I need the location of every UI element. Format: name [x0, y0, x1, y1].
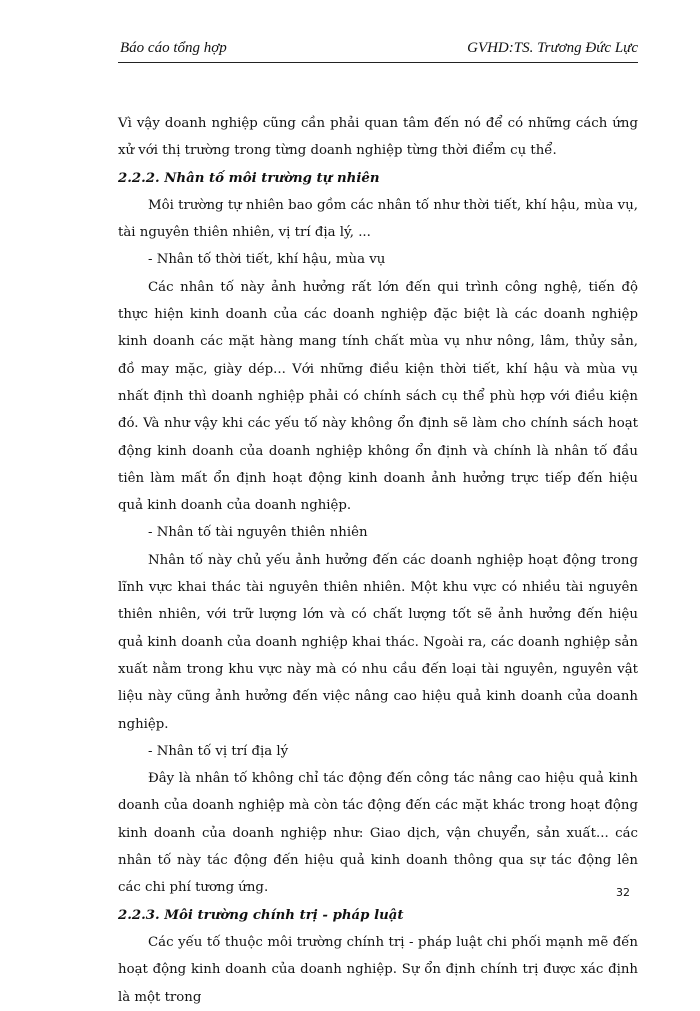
header-report-title: Báo cáo tổng hợp — [120, 40, 227, 56]
paragraph-location: Đây là nhân tố không chỉ tác động đến công tác nâng cao hiệu quả kinh doanh của doanh nghiệp mà còn tác động đến các mặt khác trong hoạt động kinh doanh của doanh nghiệp như: Giao dịch, vận chuyển, sản xuất... các nhân tố này tác động đến hiệu quả kinh doanh thông qua sự tác động lên các chi phí tương ứng. — [118, 771, 638, 896]
header-supervisor: GVHD:TS. Trương Đức Lực — [467, 40, 638, 56]
bullet-weather: - Nhân tố thời tiết, khí hậu, mùa vụ — [148, 252, 386, 268]
paragraph-weather: Các nhân tố này ảnh hưởng rất lớn đến qui trình công nghệ, tiến độ thực hiện kinh doanh của các doanh nghiệp đặc biệt là các doanh nghiệp kinh doanh các mặt hàng mang tính chất mùa vụ như nông, lâm, thủy sản, đồ may mặc, giày dép... Với những điều kiện thời tiết, khí hậu và mùa vụ nhất định thì doanh nghiệp phải có chính sách cụ thể phù hợp với điều kiện đó. Và như vậy khi các yếu tố này không ổn định sẽ làm cho chính sách hoạt động kinh doanh của doanh nghiệp không ổn định và chính là nhân tố đầu tiên làm mất ổn định hoạt động kinh doanh ảnh hưởng trực tiếp đến hiệu quả kinh doanh của doanh nghiệp. — [118, 279, 638, 514]
paragraph-natural-environment: Môi trường tự nhiên bao gồm các nhân tố như thời tiết, khí hậu, mùa vụ, tài nguyên thiên nhiên, vị trí địa lý, ... — [118, 197, 638, 241]
page-header — [118, 38, 638, 63]
paragraph-resources: Nhân tố này chủ yếu ảnh hưởng đến các doanh nghiệp hoạt động trong lĩnh vực khai thác tài nguyên thiên nhiên. Một khu vực có nhiều tài nguyên thiên nhiên, với trữ lượng lớn và có chất lượng tốt sẽ ảnh hưởng đến hiệu quả kinh doanh của doanh nghiệp khai thác. Ngoài ra, các doanh nghiệp sản xuất nằm trong khu vực này mà có nhu cầu đến loại tài nguyên, nguyên vật liệu này cũng ảnh hưởng đến việc nâng cao hiệu quả kinh doanh của doanh nghiệp. — [118, 552, 638, 732]
section-heading-2-2-3: 2.2.3. Môi trường chính trị - pháp luật — [118, 907, 404, 923]
section-heading-2-2-2: 2.2.2. Nhân tố môi trường tự nhiên — [118, 170, 380, 186]
page-number: 32 — [616, 886, 630, 899]
bullet-location: - Nhân tố vị trí địa lý — [148, 743, 289, 759]
paragraph-political-legal: Các yếu tố thuộc môi trường chính trị - pháp luật chi phối mạnh mẽ đến hoạt động kinh doanh của doanh nghiệp. Sự ổn định chính trị được xác định là một trong — [118, 934, 638, 1005]
bullet-resources: - Nhân tố tài nguyên thiên nhiên — [148, 525, 368, 541]
page-body — [118, 110, 638, 1011]
paragraph-intro: Vì vậy doanh nghiệp cũng cần phải quan tâm đến nó để có những cách ứng xử với thị trường trong từng doanh nghiệp từng thời điểm cụ thể. — [118, 116, 638, 159]
